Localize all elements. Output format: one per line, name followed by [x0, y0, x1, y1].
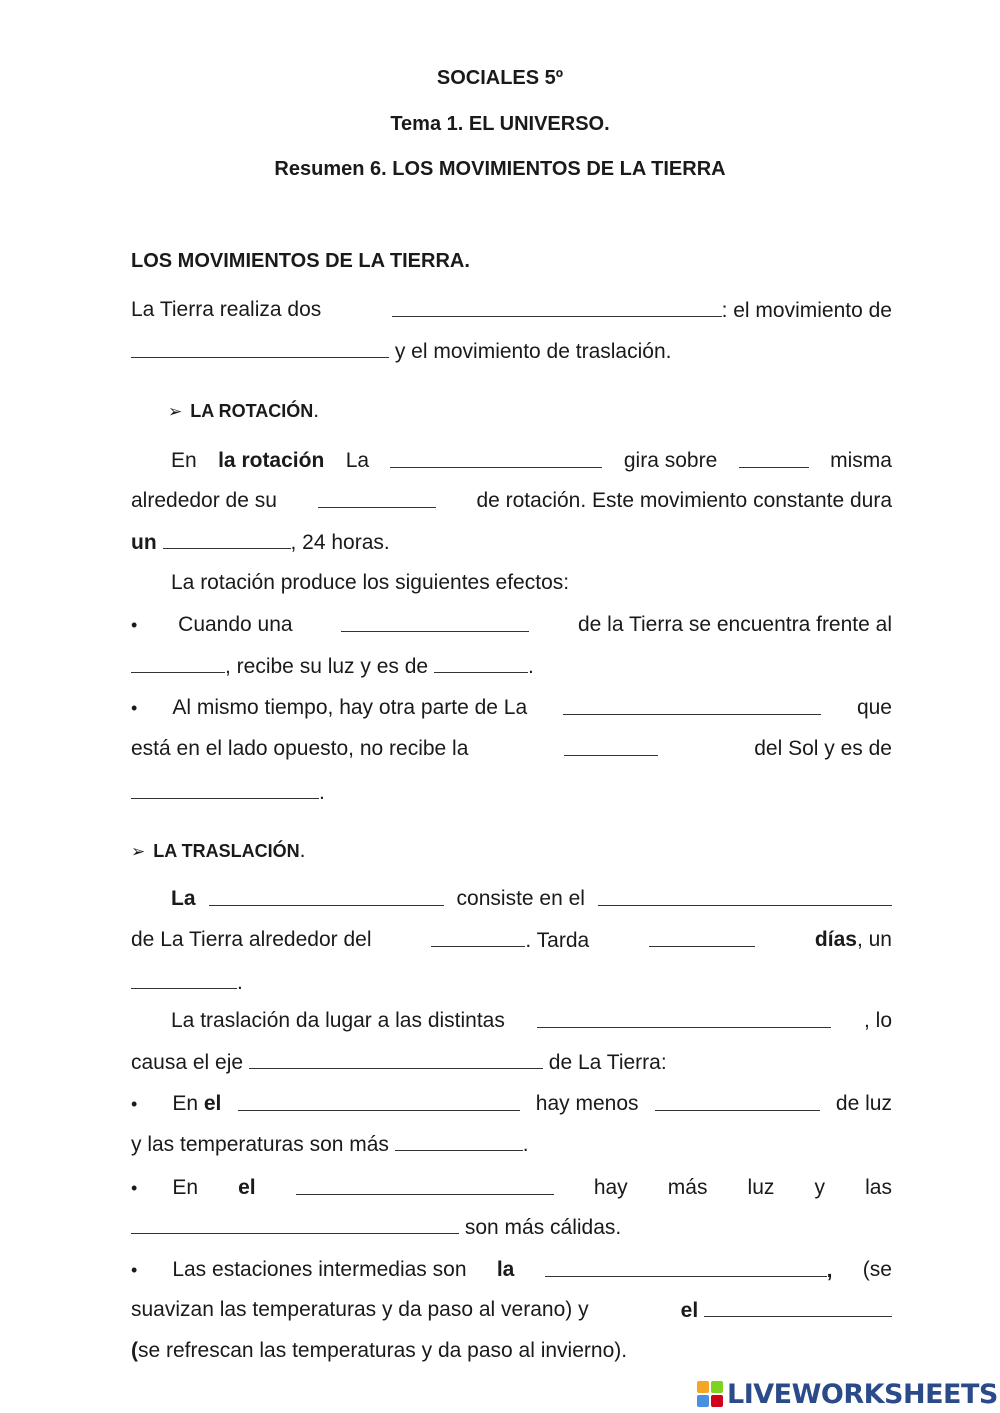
blank-input[interactable] — [392, 297, 722, 317]
traslacion-heading: ➢ LA TRASLACIÓN. — [131, 839, 306, 862]
rotacion-bullet-2-line-2: está en el lado opuesto, no recibe la del Sol y es de — [131, 737, 892, 760]
traslacion-line-5: causa el eje de La Tierra: — [131, 1051, 667, 1074]
blank-input[interactable] — [598, 886, 892, 906]
blank-input[interactable] — [238, 1091, 520, 1111]
traslacion-bullet-1-line-2: y las temperaturas son más . — [131, 1133, 529, 1156]
rotacion-effects-intro: La rotación produce los siguientes efectos: — [171, 571, 570, 594]
rotacion-bullet-1-line-2: , recibe su luz y es de . — [131, 653, 534, 680]
section-title: LOS MOVIMIENTOS DE LA TIERRA. — [131, 250, 470, 272]
arrow-bullet-icon: ➢ — [168, 402, 183, 421]
bullet-icon: • — [131, 698, 138, 718]
blank-input[interactable] — [341, 612, 529, 632]
blank-input[interactable] — [563, 695, 821, 715]
bullet-icon: • — [131, 1260, 138, 1280]
intro-line-2: y el movimiento de traslación. — [131, 338, 671, 365]
blank-input[interactable] — [704, 1297, 892, 1317]
rotacion-line-3: un , 24 horas. — [131, 531, 390, 554]
bullet-icon: • — [131, 615, 138, 635]
blank-input[interactable] — [318, 488, 436, 508]
traslacion-bullet-1-line-1: • En el hay menos de luz — [131, 1092, 892, 1115]
blank-input[interactable] — [545, 1257, 827, 1277]
blank-input[interactable] — [163, 529, 291, 549]
rotacion-heading: ➢ LA ROTACIÓN. — [168, 399, 320, 422]
blank-input[interactable] — [249, 1049, 543, 1069]
blank-input[interactable] — [131, 1214, 459, 1234]
blank-input[interactable] — [564, 736, 658, 756]
traslacion-bullet-3-line-1: • Las estaciones intermedias son la , (se — [131, 1258, 892, 1282]
traslacion-line-1: La consiste en el — [171, 886, 892, 912]
topic-title: Tema 1. EL UNIVERSO. — [390, 113, 610, 135]
rotacion-line-2: alrededor de su de rotación. Este movimiento constante dura — [131, 489, 892, 512]
liveworksheets-logo-text: LIVEWORKSHEETS — [727, 1378, 998, 1410]
bullet-icon: • — [131, 1094, 138, 1114]
blank-input[interactable] — [131, 653, 225, 673]
liveworksheets-logo — [697, 1378, 998, 1410]
blank-input[interactable] — [655, 1091, 820, 1111]
summary-title: Resumen 6. LOS MOVIMIENTOS DE LA TIERRA — [274, 158, 726, 180]
blank-input[interactable] — [390, 448, 602, 468]
bullet-icon: • — [131, 1178, 138, 1198]
blank-input[interactable] — [649, 927, 755, 947]
liveworksheets-logo-icon — [697, 1381, 723, 1407]
traslacion-bullet-2-line-1: • En el hay más luz y las — [131, 1176, 892, 1199]
traslacion-line-4: La traslación da lugar a las distintas , lo — [171, 1009, 892, 1032]
intro-line-1: La Tierra realiza dos : el movimiento de — [131, 298, 892, 322]
traslacion-bullet-2-line-2: son más cálidas. — [131, 1214, 621, 1241]
blank-input[interactable] — [431, 927, 525, 947]
blank-input[interactable] — [395, 1131, 523, 1151]
arrow-bullet-icon: ➢ — [131, 842, 146, 861]
traslacion-line-2: de La Tierra alrededor del . Tarda días, un — [131, 928, 892, 952]
blank-input[interactable] — [296, 1175, 554, 1195]
blank-input[interactable] — [739, 448, 809, 468]
blank-input[interactable] — [537, 1008, 831, 1028]
rotacion-line-1: En la rotación La gira sobre misma — [171, 449, 892, 472]
rotacion-bullet-2-line-1: • Al mismo tiempo, hay otra parte de La que — [131, 696, 892, 719]
blank-input[interactable] — [131, 779, 319, 799]
rotacion-bullet-2-line-3: . — [131, 779, 325, 806]
blank-input[interactable] — [131, 338, 389, 358]
blank-input[interactable] — [434, 653, 528, 673]
traslacion-line-3: . — [131, 969, 243, 996]
subject-title: SOCIALES 5º — [436, 67, 564, 89]
blank-input[interactable] — [209, 886, 444, 906]
rotacion-bullet-1-line-1: • Cuando una de la Tierra se encuentra frente al — [131, 613, 892, 636]
traslacion-bullet-3-line-3: (se refrescan las temperaturas y da paso al invierno). — [131, 1339, 628, 1362]
traslacion-bullet-3-line-2: suavizan las temperaturas y da paso al verano) y el — [131, 1297, 892, 1324]
blank-input[interactable] — [131, 969, 237, 989]
